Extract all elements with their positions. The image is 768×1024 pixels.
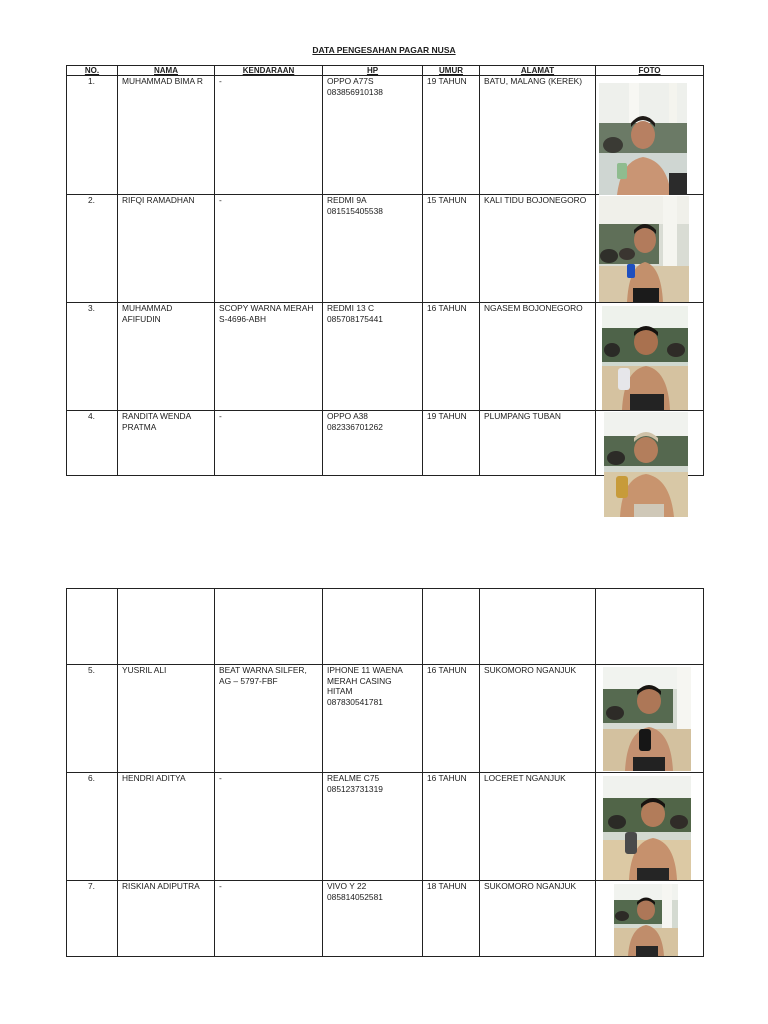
empty-cell — [215, 589, 323, 665]
cell-alamat: KALI TIDU BOJONEGORO — [480, 195, 596, 303]
hp-number: 081515405538 — [327, 205, 383, 216]
hp-model: OPPO A77S — [327, 76, 374, 86]
table-row — [67, 881, 704, 957]
cell-kendaraan: - — [215, 411, 323, 476]
hp-number: 087830541781 — [327, 696, 383, 707]
cell-umur: 15 TAHUN — [423, 195, 480, 303]
cell-nama: MUHAMMAD AFIFUDIN — [118, 303, 215, 411]
cell-hp — [323, 665, 423, 773]
hp-number: 085123731319 — [327, 783, 383, 794]
photo-3 — [602, 306, 688, 410]
cell-alamat: SUKOMORO NGANJUK — [480, 665, 596, 773]
cell-no: 2. — [67, 195, 118, 303]
cell-nama: RANDITA WENDA PRATMA — [118, 411, 215, 476]
photo-5 — [603, 667, 691, 771]
cell-umur: 18 TAHUN — [423, 881, 480, 957]
empty-cell — [480, 589, 596, 665]
empty-cell — [67, 589, 118, 665]
cell-alamat: LOCERET NGANJUK — [480, 773, 596, 881]
photo-4 — [604, 412, 688, 517]
cell-hp — [323, 773, 423, 881]
cell-no: 7. — [67, 881, 118, 957]
cell-nama: YUSRIL ALI — [118, 665, 215, 773]
cell-no: 4. — [67, 411, 118, 476]
cell-alamat: BATU, MALANG (KEREK) — [480, 76, 596, 195]
cell-kendaraan: - — [215, 773, 323, 881]
cell-alamat: PLUMPANG TUBAN — [480, 411, 596, 476]
cell-nama: RIFQI RAMADHAN — [118, 195, 215, 303]
photo-2 — [599, 196, 689, 302]
cell-hp — [323, 303, 423, 411]
cell-umur: 19 TAHUN — [423, 411, 480, 476]
hp-number: 085708175441 — [327, 313, 383, 324]
hp-model: REALME C75 — [327, 773, 380, 783]
hp-number: 082336701262 — [327, 421, 383, 432]
hp-number: 083856910138 — [327, 86, 383, 97]
document-title: DATA PENGESAHAN PAGAR NUSA — [312, 45, 456, 55]
header-hp: HP — [323, 66, 423, 76]
cell-no: 6. — [67, 773, 118, 881]
cell-hp — [323, 195, 423, 303]
cell-umur: 16 TAHUN — [423, 303, 480, 411]
empty-cell — [423, 589, 480, 665]
cell-alamat: SUKOMORO NGANJUK — [480, 881, 596, 957]
empty-cell — [596, 589, 704, 665]
table-row-empty — [67, 589, 704, 665]
table-header-row — [67, 66, 704, 76]
hp-number: 085814052581 — [327, 891, 383, 902]
header-kendaraan: KENDARAAN — [215, 66, 323, 76]
header-umur: UMUR — [423, 66, 480, 76]
hp-model: REDMI 9A — [327, 195, 367, 205]
cell-alamat: NGASEM BOJONEGORO — [480, 303, 596, 411]
cell-no: 5. — [67, 665, 118, 773]
empty-cell — [118, 589, 215, 665]
cell-nama: MUHAMMAD BIMA R — [118, 76, 215, 195]
empty-cell — [323, 589, 423, 665]
header-alamat: ALAMAT — [480, 66, 596, 76]
hp-model: IPHONE 11 WAENA MERAH CASING HITAM — [327, 665, 405, 696]
cell-kendaraan: - — [215, 195, 323, 303]
cell-hp — [323, 76, 423, 195]
cell-hp — [323, 881, 423, 957]
header-foto: FOTO — [596, 66, 704, 76]
cell-nama: HENDRI ADITYA — [118, 773, 215, 881]
cell-kendaraan: SCOPY WARNA MERAH S-4696-ABH — [215, 303, 323, 411]
cell-hp — [323, 411, 423, 476]
cell-no: 3. — [67, 303, 118, 411]
cell-no: 1. — [67, 76, 118, 195]
photo-7 — [614, 884, 678, 956]
hp-model: OPPO A38 — [327, 411, 368, 421]
header-nama: NAMA — [118, 66, 215, 76]
photo-6 — [603, 776, 691, 880]
cell-umur: 16 TAHUN — [423, 665, 480, 773]
photo-1 — [599, 83, 687, 195]
hp-model: VIVO Y 22 — [327, 881, 367, 891]
cell-nama: RISKIAN ADIPUTRA — [118, 881, 215, 957]
data-table-page-2 — [66, 588, 704, 957]
cell-umur: 16 TAHUN — [423, 773, 480, 881]
cell-kendaraan: - — [215, 76, 323, 195]
cell-kendaraan: - — [215, 881, 323, 957]
cell-umur: 19 TAHUN — [423, 76, 480, 195]
cell-kendaraan: BEAT WARNA SILFER, AG – 5797-FBF — [215, 665, 323, 773]
hp-model: REDMI 13 C — [327, 303, 375, 313]
header-no: NO. — [67, 66, 118, 76]
